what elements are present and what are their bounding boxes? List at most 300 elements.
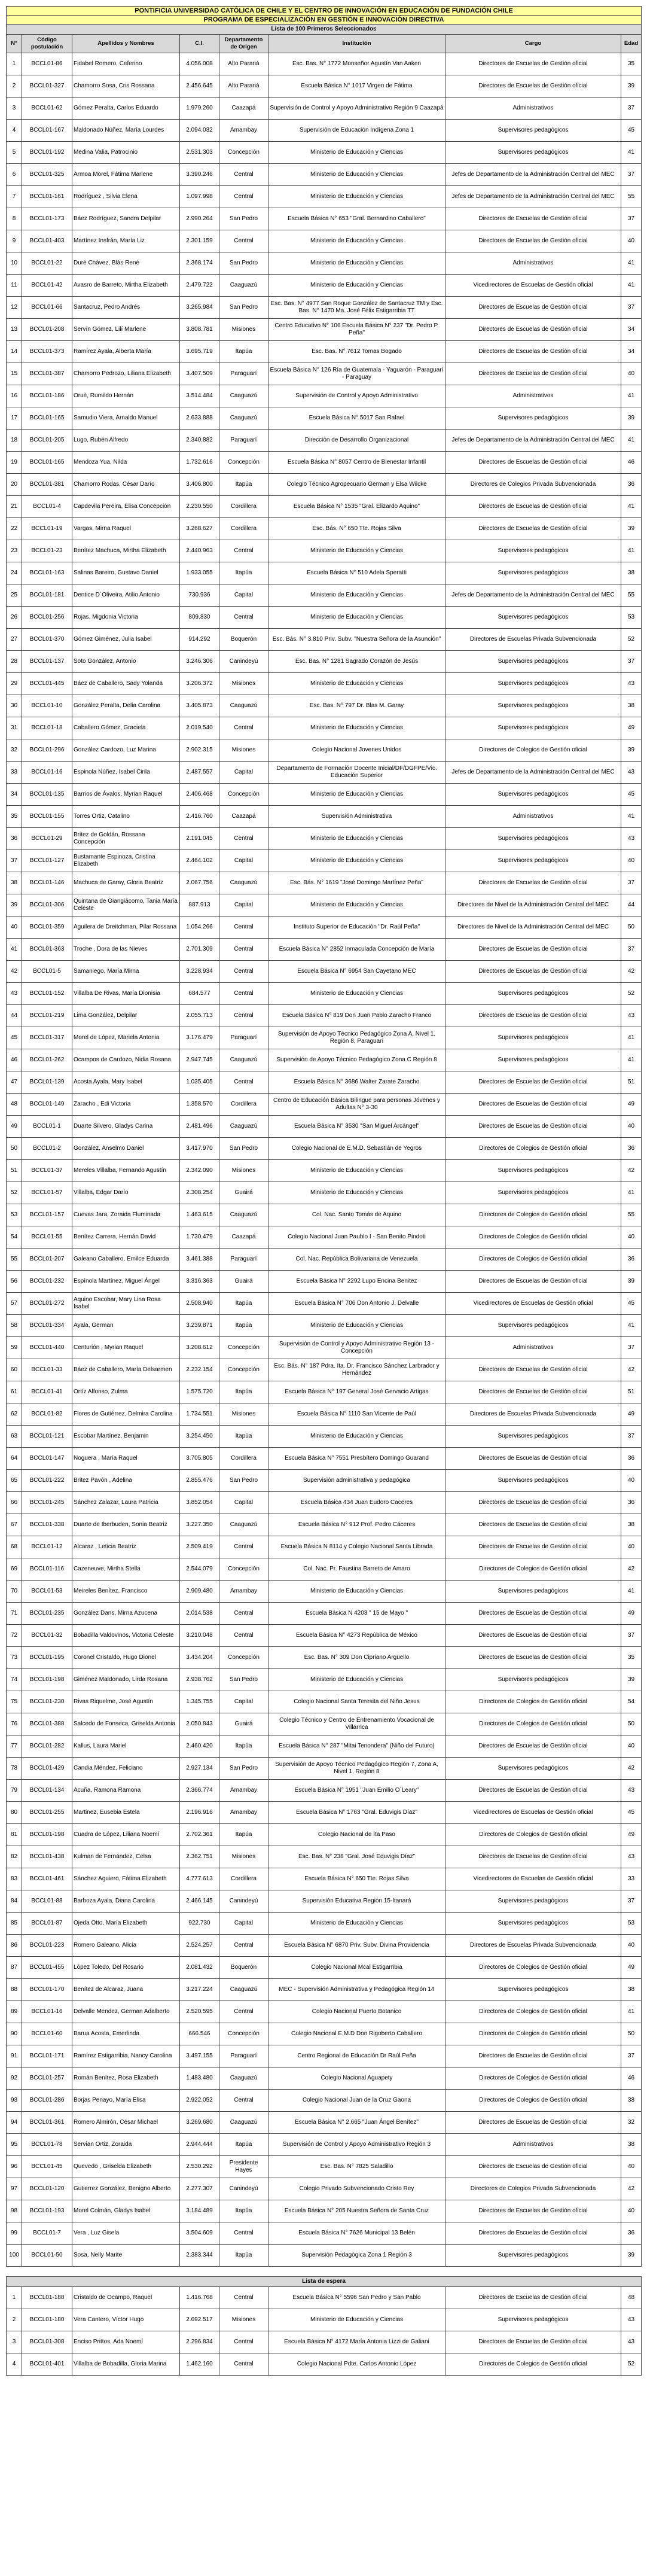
cell-age: 38 [621,562,642,584]
cell-full-name: Machuca de Garay, Gloria Beatriz [72,872,180,894]
cell-age: 38 [621,1514,642,1536]
cell-full-name: Romero Almirón, César Michael [72,2112,180,2134]
table-row [7,208,642,230]
cell-application-code: BCCL01-223 [22,1935,72,1957]
cell-id-number: 887.913 [180,894,219,916]
cell-row-number: 3 [7,98,22,120]
cell-institution: Ministerio de Educación y Ciencias [268,584,445,607]
cell-age: 43 [621,1005,642,1027]
cell-full-name: Chamorro Sosa, Cris Rossana [72,75,180,98]
cell-institution: Colegio Nacional E.M.D Don Rigoberto Caballero [268,2023,445,2045]
cell-institution: Escuela Básica N° 653 "Gral. Bernardino Caballero" [268,208,445,230]
cell-department: Itapúa [219,2134,268,2156]
cell-age: 38 [621,1979,642,2001]
cell-row-number: 17 [7,407,22,430]
cell-age: 39 [621,1271,642,1293]
cell-department: Central [219,1071,268,1094]
cell-department: Central [219,1005,268,1027]
cell-institution: Escuela Básica N° 6954 San Cayetano MEC [268,961,445,983]
cell-application-code: BCCL01-173 [22,208,72,230]
cell-application-code: BCCL01-4 [22,496,72,518]
cell-department: Caaguazú [219,695,268,717]
cell-position: Supervisores pedagógicos [445,2309,621,2331]
cell-application-code: BCCL01-461 [22,1868,72,1890]
cell-institution: Ministerio de Educación y Ciencias [268,784,445,806]
table-row [7,452,642,474]
table-row [7,2112,642,2134]
cell-institution: Col. Nac. Santo Tomás de Aquino [268,1204,445,1226]
cell-age: 42 [621,961,642,983]
cell-institution: Ministerio de Educación y Ciencias [268,142,445,164]
cell-application-code: BCCL01-363 [22,939,72,961]
cell-department: Itapúa [219,562,268,584]
cell-id-number: 914.292 [180,629,219,651]
table-row [7,1448,642,1470]
cell-full-name: Benítez Carrera, Hernán David [72,1226,180,1249]
cell-age: 42 [621,1359,642,1381]
table-row [7,1935,642,1957]
cell-age: 41 [621,1182,642,1204]
cell-department: Amambay [219,1581,268,1603]
cell-id-number: 3.206.372 [180,673,219,695]
cell-position: Directores de Escuelas de Gestión oficial [445,2156,621,2178]
cell-institution: Supervisión de Control y Apoyo Administrativo Región 3 [268,2134,445,2156]
cell-id-number: 2.944.444 [180,2134,219,2156]
cell-id-number: 1.358.570 [180,1094,219,1116]
table-row [7,2331,642,2353]
cell-age: 52 [621,983,642,1005]
cell-application-code: BCCL01-257 [22,2068,72,2090]
cell-age: 53 [621,607,642,629]
cell-id-number: 2.067.756 [180,872,219,894]
table-row [7,2090,642,2112]
cell-department: Itapúa [219,1426,268,1448]
table-row [7,1913,642,1935]
cell-id-number: 2.277.307 [180,2178,219,2200]
cell-application-code: BCCL01-16 [22,762,72,784]
cell-full-name: Ramírez Ayala, Alberta María [72,341,180,363]
cell-institution: Ministerio de Educación y Ciencias [268,607,445,629]
cell-row-number: 38 [7,872,22,894]
cell-application-code: BCCL01-170 [22,1979,72,2001]
cell-department: Central [219,164,268,186]
cell-row-number: 18 [7,430,22,452]
cell-application-code: BCCL01-388 [22,1713,72,1735]
cell-application-code: BCCL01-186 [22,385,72,407]
cell-department: Canindeyú [219,1890,268,1913]
cell-age: 42 [621,1558,642,1581]
cell-application-code: BCCL01-207 [22,1249,72,1271]
cell-institution: Esc. Bas. N° 238 "Gral. José Eduvigis Díaz" [268,1846,445,1868]
cell-id-number: 3.184.489 [180,2200,219,2222]
cell-department: Concepción [219,1647,268,1669]
cell-id-number: 2.990.264 [180,208,219,230]
cell-department: Boquerón [219,1957,268,1979]
cell-institution: Escuela Básica N° 6870 Priv. Subv. Divina Providencia [268,1935,445,1957]
cell-department: Concepción [219,1359,268,1381]
cell-id-number: 2.855.476 [180,1470,219,1492]
cell-age: 36 [621,1492,642,1514]
cell-position: Directores de Escuelas de Gestión oficial [445,452,621,474]
cell-position: Directores de Escuelas de Gestión oficial [445,1116,621,1138]
cell-department: Concepción [219,1337,268,1359]
cell-row-number: 1 [7,2287,22,2309]
cell-id-number: 3.514.484 [180,385,219,407]
cell-row-number: 60 [7,1359,22,1381]
cell-department: Amambay [219,1802,268,1824]
cell-institution: Ministerio de Educación y Ciencias [268,1669,445,1691]
cell-position: Administrativos [445,252,621,275]
cell-institution: Instituto Superior de Educación "Dr. Raúl Peña" [268,916,445,939]
cell-department: Itapúa [219,1824,268,1846]
cell-id-number: 3.239.871 [180,1315,219,1337]
cell-institution: Ministerio de Educación y Ciencias [268,1581,445,1603]
table-header-row [7,35,642,53]
cell-id-number: 2.055.713 [180,1005,219,1027]
cell-institution: Departamento de Formación Docente Inicial/DF/DGFPE/Vic. Educación Superior [268,762,445,784]
cell-application-code: BCCL01-42 [22,275,72,297]
cell-department: Central [219,828,268,850]
cell-id-number: 3.504.609 [180,2222,219,2245]
cell-institution: Esc. Bás. N° 650 Tte. Rojas Silva [268,518,445,540]
cell-age: 50 [621,1713,642,1735]
cell-position: Supervisores pedagógicos [445,1160,621,1182]
cell-position: Directores de Escuelas de Gestión oficial [445,1514,621,1536]
cell-position: Directores de Escuelas de Gestión oficial [445,518,621,540]
cell-age: 41 [621,540,642,562]
cell-id-number: 2.232.154 [180,1359,219,1381]
table-row [7,872,642,894]
cell-full-name: Rojas, Migdonia Victoria [72,607,180,629]
table-row [7,1470,642,1492]
cell-institution: Escuela Básica N° 3530 "San Miguel Arcángel" [268,1116,445,1138]
cell-row-number: 83 [7,1868,22,1890]
cell-row-number: 45 [7,1027,22,1049]
cell-application-code: BCCL01-19 [22,518,72,540]
cell-row-number: 7 [7,186,22,208]
cell-row-number: 24 [7,562,22,584]
table-row [7,164,642,186]
cell-institution: Escuela Básica N° 205 Nuestra Señora de Santa Cruz [268,2200,445,2222]
selection-table [6,6,642,2376]
cell-age: 46 [621,2068,642,2090]
cell-row-number: 9 [7,230,22,252]
cell-application-code: BCCL01-361 [22,2112,72,2134]
cell-full-name: Servín Gómez, Lilí Marlene [72,319,180,341]
cell-department: Central [219,2090,268,2112]
cell-position: Vicedirectores de Escuelas de Gestión oficial [445,1868,621,1890]
cell-position: Directores de Escuelas de Gestión oficial [445,2287,621,2309]
cell-full-name: Chamorro Pedrozo, Liliana Elizabeth [72,363,180,385]
cell-department: Itapúa [219,1293,268,1315]
cell-department: Misiones [219,1403,268,1426]
table-row [7,961,642,983]
cell-institution: Escuela Básica N° 912 Prof. Pedro Cáceres [268,1514,445,1536]
cell-row-number: 6 [7,164,22,186]
cell-position: Directores de Colegios de Gestión oficial [445,2353,621,2376]
cell-row-number: 91 [7,2045,22,2068]
cell-full-name: Cristaldo de Ocampo, Raquel [72,2287,180,2309]
cell-row-number: 15 [7,363,22,385]
table-row [7,1802,642,1824]
table-row [7,1669,642,1691]
cell-row-number: 64 [7,1448,22,1470]
cell-id-number: 2.509.419 [180,1536,219,1558]
cell-full-name: Vargas, Mirna Raquel [72,518,180,540]
cell-institution: Ministerio de Educación y Ciencias [268,540,445,562]
cell-institution: Escuela Básica N° 2852 Inmaculada Concepción de María [268,939,445,961]
cell-application-code: BCCL01-245 [22,1492,72,1514]
cell-id-number: 2.456.645 [180,75,219,98]
cell-position: Administrativos [445,385,621,407]
cell-full-name: Sosa, Nelly Marite [72,2245,180,2267]
cell-full-name: Acosta Ayala, Mary Isabel [72,1071,180,1094]
cell-age: 45 [621,1802,642,1824]
cell-department: San Pedro [219,252,268,275]
cell-institution: Ministerio de Educación y Ciencias [268,850,445,872]
cell-age: 37 [621,297,642,319]
cell-row-number: 37 [7,850,22,872]
table-row [7,2245,642,2267]
cell-full-name: Gutierrez González, Benigno Alberto [72,2178,180,2200]
cell-department: Misiones [219,739,268,762]
cell-age: 33 [621,1868,642,1890]
cell-age: 43 [621,2309,642,2331]
cell-application-code: BCCL01-262 [22,1049,72,1071]
cell-age: 36 [621,1138,642,1160]
cell-age: 41 [621,1315,642,1337]
cell-age: 37 [621,1890,642,1913]
cell-position: Directores de Escuelas de Gestión oficial [445,1647,621,1669]
cell-institution: Ministerio de Educación y Ciencias [268,673,445,695]
cell-full-name: Cazeneuve, Mirtha Stella [72,1558,180,1581]
cell-institution: Escuela Básica N° 3686 Walter Zarate Zaracho [268,1071,445,1094]
cell-full-name: Bustamante Espinoza, Cristina Elizabeth [72,850,180,872]
cell-department: Cordillera [219,518,268,540]
cell-institution: Escuela Básica N° 4172 María Antonia Lizzi de Galiani [268,2331,445,2353]
cell-age: 55 [621,1204,642,1226]
cell-department: Caaguazú [219,2068,268,2090]
cell-application-code: BCCL01-235 [22,1603,72,1625]
cell-application-code: BCCL01-82 [22,1403,72,1426]
cell-age: 41 [621,252,642,275]
cell-id-number: 3.406.800 [180,474,219,496]
table-row [7,1625,642,1647]
cell-full-name: Troche , Dora de las Nieves [72,939,180,961]
cell-position: Directores de Escuelas de Gestión oficial [445,939,621,961]
cell-position: Supervisores pedagógicos [445,1979,621,2001]
cell-department: Guairá [219,1271,268,1293]
table-row [7,186,642,208]
waitlist-title: Lista de espera [7,2277,642,2287]
cell-row-number: 4 [7,120,22,142]
table-row [7,717,642,739]
cell-application-code: BCCL01-429 [22,1758,72,1780]
cell-position: Directores de Colegios de Gestión oficial [445,739,621,762]
cell-id-number: 3.228.934 [180,961,219,983]
table-row [7,1536,642,1558]
cell-department: Misiones [219,673,268,695]
cell-id-number: 3.852.054 [180,1492,219,1514]
cell-position: Directores de Escuelas de Gestión oficial [445,1536,621,1558]
cell-institution: Ministerio de Educación y Ciencias [268,2309,445,2331]
cell-id-number: 1.575.720 [180,1381,219,1403]
cell-full-name: Galeano Caballero, Emilce Eduarda [72,1249,180,1271]
cell-row-number: 42 [7,961,22,983]
cell-application-code: BCCL01-192 [22,142,72,164]
cell-row-number: 50 [7,1138,22,1160]
cell-age: 35 [621,53,642,75]
cell-position: Administrativos [445,2134,621,2156]
cell-age: 39 [621,518,642,540]
cell-department: Central [219,2287,268,2309]
cell-row-number: 4 [7,2353,22,2376]
cell-row-number: 73 [7,1647,22,1669]
cell-position: Supervisores pedagógicos [445,850,621,872]
cell-application-code: BCCL01-33 [22,1359,72,1381]
cell-institution: Esc. Bas. N° 309 Don Cipriano Argüello [268,1647,445,1669]
cell-institution: Colegio Nacional Pdte. Carlos Antonio López [268,2353,445,2376]
cell-id-number: 2.050.843 [180,1713,219,1735]
cell-row-number: 53 [7,1204,22,1226]
table-row [7,474,642,496]
cell-institution: Escuela Básica N° 7626 Municipal 13 Belén [268,2222,445,2245]
cell-row-number: 52 [7,1182,22,1204]
cell-application-code: BCCL01-296 [22,739,72,762]
cell-position: Directores de Colegios de Gestión oficial [445,1204,621,1226]
cell-application-code: BCCL01-155 [22,806,72,828]
cell-position: Supervisores pedagógicos [445,695,621,717]
cell-position: Directores de Escuelas de Gestión oficial [445,53,621,75]
cell-application-code: BCCL01-121 [22,1426,72,1448]
cell-institution: Esc. Bás. N° 187 Pdra. Ita. Dr. Francisco Sánchez Larbrador y Hernández [268,1359,445,1381]
header-id-number: C.I. [180,35,219,53]
cell-institution: Colegio Nacional Jovenes Unidos [268,739,445,762]
table-row [7,1027,642,1049]
cell-application-code: BCCL01-18 [22,717,72,739]
cell-full-name: Samaniego, María Mirna [72,961,180,983]
cell-full-name: Villalba, Edgar Darío [72,1182,180,1204]
cell-id-number: 3.316.363 [180,1271,219,1293]
cell-full-name: Barboza Ayala, Diana Carolina [72,1890,180,1913]
cell-age: 49 [621,1824,642,1846]
cell-row-number: 47 [7,1071,22,1094]
cell-institution: Escuela Básica N° 819 Don Juan Pablo Zaracho Franco [268,1005,445,1027]
cell-department: Guairá [219,1713,268,1735]
cell-institution: Col. Nac. Pr. Faustina Barreto de Amaro [268,1558,445,1581]
cell-application-code: BCCL01-165 [22,452,72,474]
cell-application-code: BCCL01-22 [22,252,72,275]
cell-age: 39 [621,2245,642,2267]
table-row [7,53,642,75]
table-row [7,762,642,784]
table-row [7,1138,642,1160]
table-row [7,1890,642,1913]
cell-position: Directores de Colegios de Gestión oficial [445,1138,621,1160]
table-row [7,673,642,695]
cell-full-name: Duarte de Iberbuden, Sonia Beatriz [72,1514,180,1536]
cell-position: Supervisores pedagógicos [445,540,621,562]
cell-row-number: 36 [7,828,22,850]
table-row [7,939,642,961]
cell-institution: Ministerio de Educación y Ciencias [268,186,445,208]
cell-position: Vicedirectores de Escuelas de Gestión oficial [445,1293,621,1315]
cell-full-name: Romero Galeano, Alicia [72,1935,180,1957]
cell-id-number: 1.483.480 [180,2068,219,2090]
cell-id-number: 1.054.266 [180,916,219,939]
cell-full-name: Avasro de Barreto, Mirtha Elizabeth [72,275,180,297]
table-row [7,1603,642,1625]
cell-id-number: 1.035.405 [180,1071,219,1094]
cell-institution: Supervisión de Apoyo Técnico Pedagógico Región 7, Zona A, Nivel 1, Región 8 [268,1758,445,1780]
cell-row-number: 96 [7,2156,22,2178]
cell-department: Itapúa [219,1315,268,1337]
cell-department: Central [219,230,268,252]
cell-age: 41 [621,806,642,828]
cell-row-number: 86 [7,1935,22,1957]
cell-age: 36 [621,474,642,496]
cell-department: Amambay [219,1780,268,1802]
cell-institution: Escuela Básica N° 1535 "Gral. Elizardo Aquino" [268,496,445,518]
cell-position: Supervisores pedagógicos [445,828,621,850]
cell-full-name: Soto González, Antonio [72,651,180,673]
cell-institution: Supervisión Pedagógica Zona 1 Región 3 [268,2245,445,2267]
cell-position: Jefes de Departamento de la Administración Central del MEC [445,186,621,208]
cell-department: Central [219,540,268,562]
cell-institution: Escuela Básica N° 510 Adela Speratti [268,562,445,584]
cell-age: 49 [621,1603,642,1625]
cell-id-number: 684.577 [180,983,219,1005]
cell-row-number: 27 [7,629,22,651]
table-row [7,1735,642,1758]
cell-position: Directores de Escuelas de Gestión oficial [445,1381,621,1403]
cell-application-code: BCCL01-32 [22,1625,72,1647]
cell-age: 39 [621,739,642,762]
cell-department: Central [219,2222,268,2245]
cell-full-name: Caballero Gómez, Graciela [72,717,180,739]
cell-row-number: 12 [7,297,22,319]
cell-position: Supervisores pedagógicos [445,1913,621,1935]
cell-position: Supervisores pedagógicos [445,1758,621,1780]
cell-full-name: Rodríguez , Silvia Elena [72,186,180,208]
table-row [7,297,642,319]
cell-position: Supervisores pedagógicos [445,983,621,1005]
cell-id-number: 2.702.361 [180,1824,219,1846]
cell-application-code: BCCL01-445 [22,673,72,695]
cell-row-number: 55 [7,1249,22,1271]
cell-department: Concepción [219,2023,268,2045]
cell-department: Capital [219,850,268,872]
cell-id-number: 2.308.254 [180,1182,219,1204]
cell-id-number: 2.081.432 [180,1957,219,1979]
cell-row-number: 65 [7,1470,22,1492]
cell-row-number: 39 [7,894,22,916]
cell-position: Vicedirectores de Escuelas de Gestión oficial [445,275,621,297]
cell-full-name: Maldonado Núñez, María Lourdes [72,120,180,142]
cell-department: San Pedro [219,1138,268,1160]
table-row [7,120,642,142]
cell-application-code: BCCL01-195 [22,1647,72,1669]
table-row [7,784,642,806]
cell-department: Cordillera [219,496,268,518]
table-row [7,1049,642,1071]
table-row [7,607,642,629]
cell-row-number: 43 [7,983,22,1005]
cell-row-number: 32 [7,739,22,762]
cell-id-number: 2.938.762 [180,1669,219,1691]
cell-row-number: 49 [7,1116,22,1138]
cell-department: Central [219,607,268,629]
